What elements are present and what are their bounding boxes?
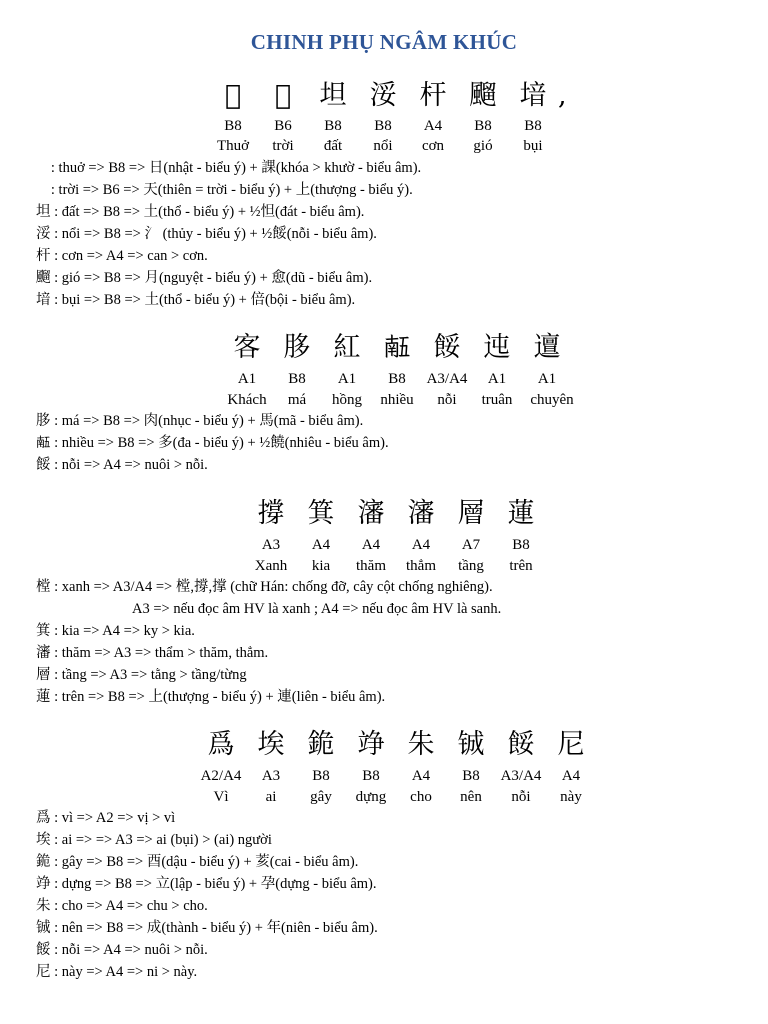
stanza-2-tone-row (222, 370, 572, 388)
note-line: 堷 : bụi => B8 => 土(thổ - biểu ý) + 倍(bội - biểu âm). (36, 292, 356, 308)
stanza-1-viet-row (208, 137, 558, 155)
stanza-4-viet-row (196, 788, 596, 806)
viet-word: Khách (227, 392, 267, 408)
viet-word: gió (473, 138, 493, 154)
tone-code: B8 (224, 118, 242, 134)
viet-word: má (287, 392, 307, 408)
note-line: 朱 : cho => A4 => chu > cho. (36, 898, 208, 914)
tone-code: A1 (237, 371, 257, 387)
viet-word: dựng (355, 789, 387, 805)
document-title: CHINH PHỤ NGÂM KHÚC (250, 30, 518, 54)
han-char: 迍 (483, 332, 511, 363)
tone-code: A2/A4 (200, 768, 242, 784)
tone-code: A4 (311, 537, 331, 553)
han-char: 杆 (419, 80, 447, 111)
han-char: 餒 (433, 332, 461, 363)
han-char: 竫 (357, 729, 385, 760)
tone-code: A7 (461, 537, 481, 553)
note-line: 餒 : nỗi => A4 => nuôi > nỗi. (36, 942, 208, 958)
han-char: 䏧 (283, 332, 311, 363)
tone-code: A1 (337, 371, 357, 387)
tone-code: B8 (324, 118, 342, 134)
note-line: 𡗶 : trời => B6 => 天(thiên = trời - biểu ý) + 上(thượng - biểu ý). (36, 182, 413, 198)
note-line: 飀 : gió => B8 => 月(nguyệt - biểu ý) + 愈(dũ - biểu âm). (36, 270, 373, 286)
note-line: 層 : tầng => A3 => tằng > tầng/từng (36, 667, 247, 683)
note-line: 竫 : dựng => B8 => 立(lập - biểu ý) + 孕(dựng - biểu âm). (36, 876, 377, 892)
tone-code: A3 (261, 537, 281, 553)
note-line: 𣅶 : thuở => B8 => 日(nhật - biểu ý) + 課(khóa > khườ - biểu âm). (36, 160, 422, 176)
han-char: 埃 (257, 729, 285, 760)
note-line: 餒 : nỗi => A4 => nuôi > nỗi. (36, 457, 208, 473)
viet-word: hồng (332, 392, 362, 408)
tone-code: A3/A4 (500, 768, 542, 784)
han-char: 客 (233, 332, 261, 363)
tone-code: B8 (374, 118, 392, 134)
tone-code: B8 (362, 768, 380, 784)
han-punctuation: , (558, 80, 567, 111)
note-line: 䤥 : gây => B8 => 酉(dậu - biểu ý) + 荄(cai - biểu âm). (36, 854, 359, 870)
viet-word: thẳm (406, 558, 436, 574)
han-char: 浽 (369, 80, 397, 111)
tone-code: B8 (474, 118, 492, 134)
han-char: 朱 (407, 729, 435, 760)
stanza-3-han-line (246, 497, 546, 531)
tone-code: B8 (288, 371, 306, 387)
note-line: 樘 : xanh => A3/A4 => 樘,撐,撑 (chữ Hán: chống đỡ, cây cột chống nghiêng). (36, 579, 493, 595)
han-char: 撐 (257, 498, 285, 529)
note-line: 䏧 : má => B8 => 肉(nhục - biểu ý) + 馬(mã - biểu âm). (36, 413, 364, 429)
stanza-2-han-line (222, 331, 572, 365)
stanza-4-notes (36, 807, 378, 983)
stanza-1-han-line (208, 79, 567, 113)
viet-word: cho (410, 789, 432, 805)
note-line: 尼 : này => A4 => ni > này. (36, 964, 198, 980)
tone-code: A1 (487, 371, 507, 387)
han-char: 瀋 (407, 498, 435, 529)
note-line: 𠄼 : nhiều => B8 => 多(đa - biểu ý) + ½饒(nhiêu - biểu âm). (36, 435, 389, 451)
note-line: 铖 : nên => B8 => 成(thành - biểu ý) + 年(niên - biểu âm). (36, 920, 378, 936)
han-char: 蓮 (507, 498, 535, 529)
stanza-2-viet-row (222, 391, 582, 409)
tone-code: A4 (411, 768, 431, 784)
viet-word: nên (460, 789, 482, 805)
viet-word: gây (310, 789, 332, 805)
viet-word: này (560, 789, 582, 805)
tone-code: B8 (512, 537, 530, 553)
stanza-3-tone-row (246, 536, 546, 554)
viet-word: kia (311, 558, 331, 574)
stanza-4-han-line (196, 728, 596, 762)
han-char: 堷 (519, 80, 547, 111)
note-line: A3 => nếu đọc âm HV là xanh ; A4 => nếu đọc âm HV là sanh. (132, 601, 502, 617)
viet-word: tầng (458, 558, 484, 574)
stanza-3-notes (36, 576, 501, 708)
note-line: 箕 : kia => A4 => ky > kia. (36, 623, 195, 639)
note-line: 浽 : nổi => B8 => 氵 (thủy - biểu ý) + ½餒(nỗi - biểu âm). (36, 226, 377, 242)
han-char: 邅 (533, 332, 561, 363)
viet-word: nỗi (437, 392, 457, 408)
tone-code: B6 (274, 118, 292, 134)
tone-code: A3 (261, 768, 281, 784)
note-line: 瀋 : thăm => A3 => thẩm > thăm, thẳm. (36, 645, 269, 661)
viet-word: trên (509, 558, 533, 574)
tone-code: B8 (524, 118, 542, 134)
tone-code: B8 (462, 768, 480, 784)
han-char: 䤥 (307, 729, 335, 760)
viet-word: chuyên (530, 392, 574, 408)
han-char: 箕 (307, 498, 335, 529)
tone-code: A4 (423, 118, 443, 134)
tone-code: B8 (312, 768, 330, 784)
viet-word: Vì (213, 789, 229, 805)
note-line: 坦 : đất => B8 => 土(thổ - biểu ý) + ½怛(đát - biểu âm). (36, 204, 365, 220)
viet-word: bụi (523, 138, 543, 154)
han-char: 𠄼 (383, 332, 411, 363)
stanza-2-notes (36, 410, 389, 476)
han-char: 尼 (557, 729, 585, 760)
stanza-1-notes (36, 157, 421, 311)
viet-word: thăm (356, 558, 386, 574)
tone-code: A4 (361, 537, 381, 553)
tone-code: B8 (388, 371, 406, 387)
tone-code: A1 (537, 371, 557, 387)
han-char: 坦 (319, 80, 347, 111)
han-char: 餒 (507, 729, 535, 760)
han-char: 𣅶 (224, 80, 242, 111)
note-line: 蓮 : trên => B8 => 上(thượng - biểu ý) + 連(liên - biểu âm). (36, 689, 386, 705)
stanza-1-tone-row (208, 117, 558, 135)
han-char: 紅 (333, 332, 361, 363)
viet-word: Thuở (216, 138, 250, 154)
viet-word: Xanh (254, 558, 288, 574)
han-char: 铖 (457, 729, 485, 760)
han-char: 層 (457, 498, 485, 529)
han-char: 𡗶 (274, 80, 292, 111)
viet-word: truân (481, 392, 513, 408)
note-line: 埃 : ai => => A3 => ai (bụi) > (ai) người (36, 832, 272, 848)
stanza-4-tone-row (196, 767, 596, 785)
stanza-3-viet-row (246, 557, 546, 575)
viet-word: nỗi (511, 789, 531, 805)
han-char: 瀋 (357, 498, 385, 529)
note-line: 爲 : vì => A2 => vị > vì (36, 810, 176, 826)
han-char: 飀 (469, 80, 497, 111)
viet-word: nhiều (380, 392, 414, 408)
viet-word: nổi (373, 138, 393, 154)
tone-code: A4 (561, 768, 581, 784)
tone-code: A4 (411, 537, 431, 553)
note-line: 杆 : cơn => A4 => can > cơn. (36, 248, 208, 264)
tone-code: A3/A4 (426, 371, 468, 387)
han-char: 爲 (207, 729, 235, 760)
viet-word: ai (265, 789, 277, 805)
viet-word: cơn (421, 138, 445, 154)
viet-word: trời (272, 138, 294, 154)
viet-word: đất (323, 138, 343, 154)
